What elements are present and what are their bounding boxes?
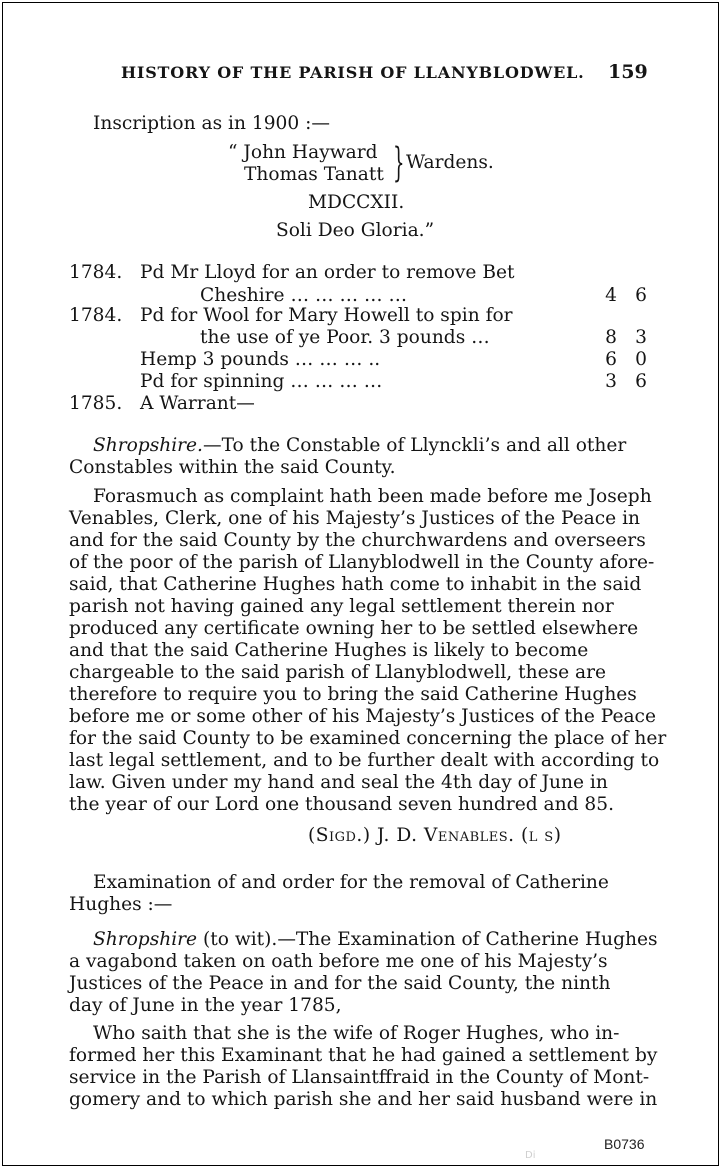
account-year: 1785. — [69, 393, 123, 414]
warrant-line: before me or some other of his Majesty’s Justices of the Peace — [69, 706, 656, 727]
warrant-line: and that the said Catherine Hughes is likely to become — [69, 640, 589, 661]
account-text: the use of ye Poor. 3 pounds … — [200, 327, 490, 348]
examination-line: a vagabond taken on oath before me one of his Majesty’s — [69, 951, 608, 972]
examination-heading: Hughes :— — [69, 894, 173, 915]
warrant-line: Forasmuch as complaint hath been made before me Joseph — [93, 486, 652, 507]
account-text: Hemp 3 pounds … … … .. — [140, 349, 381, 370]
account-shillings: 3 — [605, 371, 617, 392]
digitizer-watermark: Di — [525, 1150, 536, 1161]
warrant-line: of the poor of the parish of Llanyblodwell in the County afore- — [69, 552, 655, 573]
account-pence: 0 — [635, 349, 647, 370]
warrant-line: parish not having gained any legal settlement therein nor — [69, 596, 614, 617]
scan-code: B0736 — [604, 1136, 645, 1152]
county-name: Shropshire — [93, 929, 198, 950]
account-text: A Warrant— — [140, 393, 255, 414]
inscription-name-2: Thomas Tanatt — [244, 164, 384, 185]
examination-line: service in the Parish of Llansaintffraid in the County of Mont- — [69, 1067, 650, 1088]
warrant-line: Constables within the said County. — [69, 457, 396, 478]
warrant-line: last legal settlement, and to be further dealt with according to — [69, 750, 660, 771]
inscription-intro: Inscription as in 1900 :— — [93, 113, 330, 134]
warrant-line: for the said County to be examined concerning the place of her — [69, 728, 667, 749]
inscription-year: MDCCXII. — [308, 192, 405, 213]
examination-heading: Examination of and order for the removal of Catherine — [93, 872, 609, 893]
account-shillings: 4 — [605, 285, 617, 306]
county-name: Shropshire. — [93, 435, 203, 456]
warrant-opening — [93, 435, 626, 457]
examination-line: Who saith that she is the wife of Roger Hughes, who in- — [93, 1023, 620, 1044]
inscription-name-1: “ John Hayward — [228, 142, 378, 163]
account-shillings: 6 — [605, 349, 617, 370]
account-text: Pd for Wool for Mary Howell to spin for — [140, 305, 513, 326]
account-text: Pd Mr Lloyd for an order to remove Bet — [140, 262, 515, 283]
account-text: Pd for spinning … … … … — [140, 371, 383, 392]
warrant-line: and for the said County by the churchwardens and overseers — [69, 530, 646, 551]
brace-glyph: } — [393, 140, 405, 186]
page-number: 159 — [608, 61, 648, 83]
warrant-line: Venables, Clerk, one of his Majesty’s Justices of the Peace in — [69, 508, 640, 529]
account-year: 1784. — [69, 262, 123, 283]
examination-opening — [93, 929, 658, 951]
warrant-line: therefore to require you to bring the said Catherine Hughes — [69, 684, 637, 705]
warrant-line: produced any certificate owning her to be settled elsewhere — [69, 618, 639, 639]
warrant-line: chargeable to the said parish of Llanyblodwell, these are — [69, 662, 607, 683]
account-text: Cheshire … … … … … — [200, 285, 408, 306]
account-pence: 3 — [635, 327, 647, 348]
warrant-opening-rest: —To the Constable of Llynckli’s and all other — [202, 435, 627, 456]
inscription-motto: Soli Deo Gloria.” — [276, 220, 435, 241]
book-page — [2, 2, 719, 1166]
examination-opening-rest: (to wit).—The Examination of Catherine Hughes — [202, 929, 658, 950]
warrant-line: law. Given under my hand and seal the 4th day of June in — [69, 772, 608, 793]
examination-line: formed her this Examinant that he had gained a settlement by — [69, 1045, 658, 1066]
account-pence: 6 — [635, 371, 647, 392]
examination-line: gomery and to which parish she and her said husband were in — [69, 1089, 658, 1110]
examination-line: day of June in the year 1785, — [69, 995, 342, 1016]
warrant-line: the year of our Lord one thousand seven hundred and 85. — [69, 794, 614, 815]
warrant-line: said, that Catherine Hughes hath come to inhabit in the said — [69, 574, 642, 595]
account-pence: 6 — [635, 285, 647, 306]
signature: (Sigd.) J. D. Venables. (l s) — [308, 825, 562, 846]
examination-line: Justices of the Peace in and for the said County, the ninth — [69, 973, 611, 994]
account-year: 1784. — [69, 305, 123, 326]
account-shillings: 8 — [605, 327, 617, 348]
running-title: HISTORY OF THE PARISH OF LLANYBLODWEL. — [121, 63, 585, 82]
inscription-role: Wardens. — [406, 152, 494, 173]
